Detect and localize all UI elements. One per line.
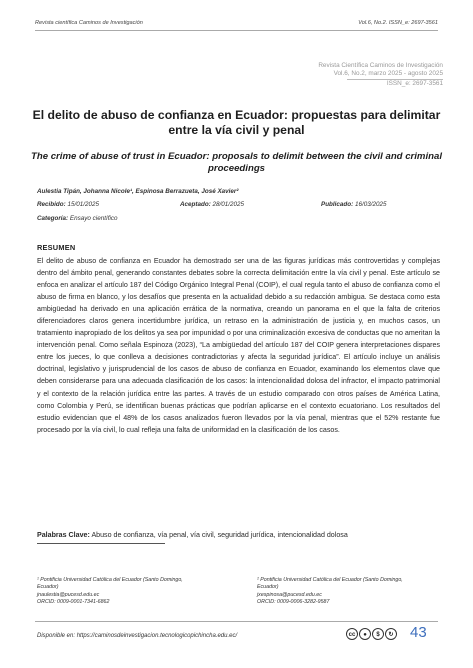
article-title: El delito de abuso de confianza en Ecuador: propuestas para delimitar entre la vía civil y penal (32, 108, 441, 137)
accepted-date: Aceptado: 28/01/2025 (180, 201, 245, 208)
footer-divider (35, 621, 438, 622)
page-number: 43 (410, 624, 427, 641)
footer-available-link[interactable]: Disponible en: https://caminosdeinvestigacion.tecnologicopichincha.edu.ec/ (37, 633, 238, 639)
header-divider (35, 30, 438, 31)
running-header-journal: Revista científica Caminos de Investigación (35, 20, 143, 26)
journal-name: Revista Científica Caminos de Investigación (318, 62, 443, 69)
nc-icon: $ (372, 628, 384, 640)
sa-icon: ↻ (385, 628, 397, 640)
keywords (37, 531, 440, 539)
abstract-body: El delito de abuso de confianza en Ecuador ha demostrado ser una de las figuras jurídicas más controvertidas y complejas dentro del ámbito penal, generando constantes debates sobre la correcta delimitación entre la vía civil y penal. Este artículo se enfoca en analizar el artículo 187 del Código Orgánico Integral Penal (COIP), el cual regula tanto el abuso de confianza como el abuso de firma en blanco, y los desafíos que presenta en la actualidad debido a su redacción ambigua. Se destaca como esta ambigüedad ha derivado en una aplicación errática de la normativa, creando un panorama en el que la falta de criterios diferenciadores claros genera incertidumbre jurídica, un retraso en la administración de justicia y, en muchos casos, un tratamiento inapropiado de los delitos ya sea por impunidad o por una criminalización excesiva de conductas que no ameritan la intervención penal. Como señala Espinoza (2023), “La ambigüedad del artículo 187 del COIP genera interpretaciones dispares entre los jueces, lo que conlleva a decisiones contradictorias y afecta la seguridad jurídica”. El artículo incluye un análisis doctrinal, legislativo y jurisprudencial de los casos de abuso de confianza en Ecuador, examinando los elementos clave que deben considerarse para una adecuada clasificación de los casos: la intencionalidad dolosa del infractor, el impacto patrimonial y el contexto de la relación jurídica entre las partes. A través de un estudio comparado con otros países de América Latina, como Colombia y Perú, se identifican buenas prácticas que podrían aplicarse en el contexto ecuatoriano. Los resultados del estudio evidencian que el 48% de los casos analizados fueron llevados por la vía penal, mientras que el 52% restante fue procesado por la vía civil, lo cual refleja una falta de uniformidad en la clasificación de los casos. (37, 257, 440, 434)
author-2-orcid: ORCID: 0009-0006-3282-9587 (257, 599, 330, 606)
creative-commons-license[interactable] (346, 628, 397, 640)
footnote-divider (37, 543, 165, 544)
journal-issn: ISSN_e: 2697-3561 (347, 79, 443, 88)
by-icon: ● (359, 628, 371, 640)
keywords-label: Palabras Clave: (37, 531, 90, 539)
abstract-heading: RESUMEN (37, 243, 76, 252)
running-header-volume: Vol.6, No.2. ISSN_e: 2697-3561 (358, 20, 438, 26)
article-subtitle: The crime of abuse of trust in Ecuador: proposals to delimit between the civil and criminal proceedings (30, 151, 442, 174)
author-1-email[interactable]: jnaulestia@pucesd.edu.ec (37, 591, 100, 598)
footnote-author-2: ² Pontificia Universidad Católica del Ecuador (Santo Domingo, Ecuador) jxespinosa@pucesd.edu.ec ORCID: 0009-0006-3282-9587 (257, 577, 457, 607)
received-date: Recibido: 15/01/2025 (37, 201, 99, 208)
keywords-list: Abuso de confianza, vía penal, vía civil, seguridad jurídica, intencionalidad dolosa (91, 531, 348, 539)
article-category: Categoría: Ensayo científico (37, 215, 118, 222)
published-date: Publicado: 16/03/2025 (321, 201, 387, 208)
cc-icon: cc (346, 628, 358, 640)
footnote-author-1: ¹ Pontificia Universidad Católica del Ecuador (Santo Domingo, Ecuador) jnaulestia@pucesd.edu.ec ORCID: 0009-0001-7341-6862 (37, 577, 237, 607)
journal-info-block (318, 62, 443, 88)
author-1-orcid: ORCID: 0009-0001-7341-6862 (37, 599, 110, 606)
author-2-email[interactable]: jxespinosa@pucesd.edu.ec (257, 591, 322, 598)
journal-issue: Vol.6, No.2, marzo 2025 - agosto 2025 (333, 70, 443, 78)
dates-row (37, 201, 437, 210)
authors: Aulestia Tipán, Johanna Nicole¹, Espinosa Berrazueta, José Xavier² (37, 188, 239, 195)
